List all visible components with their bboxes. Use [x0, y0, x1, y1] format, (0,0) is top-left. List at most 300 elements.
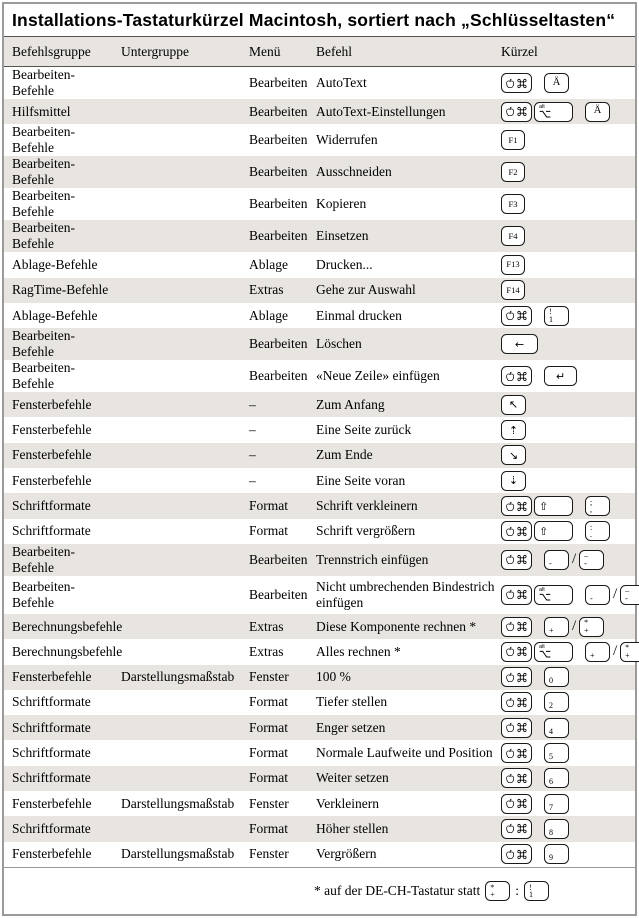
cell-befehl: Höher stellen	[316, 820, 389, 836]
command-key	[501, 819, 532, 839]
table-row	[4, 576, 635, 614]
command-icon	[517, 849, 527, 860]
command-key	[501, 102, 532, 122]
command-icon	[517, 589, 527, 600]
minus-underscore-key-shift-label: –	[625, 586, 630, 596]
keypad-plus-key	[585, 642, 610, 662]
command-key	[501, 844, 532, 864]
cell-befehlsgruppe: Bearbeiten-Befehle	[12, 67, 75, 98]
cell-menue: Bearbeiten	[249, 228, 308, 244]
table-row	[4, 220, 635, 252]
shift-key	[534, 496, 573, 516]
cell-menue: Extras	[249, 643, 284, 659]
cell-menue: Format	[249, 745, 288, 761]
apple-logo-icon	[506, 310, 514, 321]
cell-kuerzel	[501, 162, 635, 182]
cell-befehlsgruppe: Bearbeiten-Befehle	[12, 328, 75, 360]
table-row	[4, 303, 635, 328]
page-down-key-label: ⇣	[508, 474, 519, 488]
command-key	[501, 306, 532, 326]
table-row	[4, 842, 635, 867]
table-row	[4, 519, 635, 544]
cell-befehl: Einsetzen	[316, 228, 369, 244]
apple-logo-icon	[506, 773, 514, 784]
digit-1-key	[524, 881, 549, 901]
command-icon	[517, 621, 527, 632]
cell-befehlsgruppe: Bearbeiten-Befehle	[12, 220, 75, 252]
cell-befehlsgruppe: Schriftformate	[12, 694, 91, 710]
or-separator: /	[613, 643, 618, 660]
cell-kuerzel	[501, 255, 635, 275]
cell-befehl: Verkleinern	[316, 795, 379, 811]
table-row	[4, 360, 635, 392]
cell-kuerzel	[501, 471, 635, 491]
command-icon	[517, 371, 527, 382]
cell-menue: Fenster	[249, 846, 289, 862]
cell-befehlsgruppe: Bearbeiten-Befehle	[12, 543, 75, 575]
apple-logo-icon	[506, 823, 514, 834]
table-row	[4, 639, 635, 664]
cell-befehl: Eine Seite zurück	[316, 422, 412, 438]
apple-logo-icon	[506, 849, 514, 860]
cell-untergruppe: Darstellungsmaßstab	[121, 846, 235, 862]
cell-befehl: Kopieren	[316, 196, 367, 212]
cell-befehl: AutoText-Einstellungen	[316, 103, 446, 119]
keypad-plus-key	[544, 617, 569, 637]
footnote	[4, 867, 635, 914]
cell-befehl: Einmal drucken	[316, 307, 402, 323]
cell-befehlsgruppe: RagTime-Befehle	[12, 282, 109, 298]
page-down-key	[501, 471, 526, 491]
a-umlaut-key	[544, 73, 569, 93]
plus-asterisk-key	[579, 617, 604, 637]
command-icon	[517, 773, 527, 784]
table-row	[4, 443, 635, 468]
cell-menue: Bearbeiten	[249, 164, 308, 180]
period-key-label: .	[590, 530, 592, 540]
cell-befehl: Zum Ende	[316, 447, 373, 463]
table-row	[4, 614, 635, 639]
command-key	[501, 667, 532, 687]
return-key	[544, 366, 577, 386]
cell-kuerzel	[501, 667, 635, 687]
page-up-key-label: ⇡	[508, 423, 519, 437]
table-row	[4, 417, 635, 442]
digit-5-key	[544, 743, 569, 763]
apple-logo-icon	[506, 748, 514, 759]
cell-menue: Format	[249, 694, 288, 710]
f4-key	[501, 226, 525, 246]
cell-befehlsgruppe: Fensterbefehle	[12, 447, 92, 463]
cell-befehlsgruppe: Fensterbefehle	[12, 846, 92, 862]
cell-kuerzel	[501, 73, 635, 93]
apple-logo-icon	[506, 646, 514, 657]
cell-menue: –	[249, 422, 256, 438]
cell-menue: Format	[249, 498, 288, 514]
cell-befehlsgruppe: Fensterbefehle	[12, 422, 92, 438]
digit-1-key	[544, 306, 569, 326]
digit-8-key-label: 8	[549, 827, 553, 837]
cell-befehl: AutoText	[316, 75, 367, 90]
cell-befehl: Vergrößern	[316, 846, 377, 862]
f14-key-label: F14	[506, 284, 520, 295]
cell-befehl: Diese Komponente rechnen *	[316, 618, 477, 634]
cell-menue: Bearbeiten	[249, 368, 308, 384]
table-frame	[2, 2, 637, 916]
command-key	[501, 617, 532, 637]
a-umlaut-key-label: Ä	[593, 105, 602, 117]
command-icon	[517, 310, 527, 321]
cell-kuerzel	[501, 445, 635, 465]
plus-asterisk-key	[485, 881, 510, 901]
cell-kuerzel	[501, 768, 635, 788]
cell-befehl: Enger setzen	[316, 719, 386, 735]
cell-menue: Fenster	[249, 669, 289, 685]
digit-7-key-label: 7	[549, 802, 553, 812]
table-header	[4, 37, 635, 67]
cell-menue: Ablage	[249, 256, 288, 272]
apple-logo-icon	[506, 697, 514, 708]
keypad-plus-key-label: +	[549, 625, 554, 635]
plus-asterisk-key-shift-label: *	[490, 882, 495, 892]
cell-kuerzel	[501, 306, 635, 326]
a-umlaut-key-label: Ä	[552, 76, 561, 88]
cell-menue: –	[249, 396, 256, 412]
cell-befehlsgruppe: Bearbeiten-Befehle	[12, 124, 75, 156]
cell-befehlsgruppe: Ablage-Befehle	[12, 256, 98, 272]
command-icon	[517, 722, 527, 733]
cell-befehl: Widerrufen	[316, 132, 378, 148]
cell-menue: Fenster	[249, 795, 289, 811]
digit-9-key-label: 9	[549, 853, 553, 863]
apple-logo-icon	[506, 672, 514, 683]
cell-kuerzel	[501, 844, 635, 864]
cell-menue: Extras	[249, 618, 284, 634]
apple-logo-icon	[506, 621, 514, 632]
cell-befehl: Trennstrich einfügen	[316, 551, 429, 567]
f1-key-label: F1	[508, 134, 518, 145]
cell-befehlsgruppe: Hilfsmittel	[12, 103, 71, 119]
f14-key	[501, 280, 525, 300]
cell-befehl: 100 %	[316, 669, 351, 685]
cell-kuerzel	[501, 617, 635, 637]
column-header-menue: Menü	[249, 43, 281, 59]
table-row	[4, 124, 635, 156]
command-icon	[517, 823, 527, 834]
cell-menue: Bearbeiten	[249, 586, 308, 602]
minus-underscore-key-label: -	[625, 593, 628, 603]
shift-arrow-icon: ⇧	[539, 524, 549, 538]
cell-befehl: Alles rechnen *	[316, 643, 401, 659]
keypad-plus-key-label: +	[590, 650, 595, 660]
comma-key-shift-label: ;	[590, 497, 593, 507]
cell-befehlsgruppe: Fensterbefehle	[12, 795, 92, 811]
cell-befehl: Weiter setzen	[316, 770, 389, 786]
digit-6-key	[544, 768, 569, 788]
command-icon	[517, 526, 527, 537]
end-key-label: ↘	[508, 448, 519, 462]
cell-befehlsgruppe: Schriftformate	[12, 719, 91, 735]
option-icon	[539, 110, 551, 118]
table-row	[4, 544, 635, 576]
plus-asterisk-key-label: +	[584, 625, 589, 635]
option-icon	[539, 650, 551, 658]
cell-befehl: Schrift vergrößern	[316, 523, 416, 539]
cell-befehlsgruppe: Fensterbefehle	[12, 396, 92, 412]
cell-kuerzel	[501, 102, 635, 122]
cell-kuerzel	[501, 226, 635, 246]
cell-befehlsgruppe: Fensterbefehle	[12, 669, 92, 685]
f4-key-label: F4	[508, 230, 518, 241]
shift-arrow-icon: ⇧	[539, 499, 549, 513]
column-header-befehl: Befehl	[316, 43, 352, 59]
keypad-minus-key-label: -	[549, 558, 552, 568]
digit-0-key-label: 0	[549, 676, 553, 686]
alt-label: alt	[539, 104, 545, 111]
command-icon	[517, 748, 527, 759]
cell-befehlsgruppe: Ablage-Befehle	[12, 307, 98, 323]
table-row	[4, 468, 635, 493]
table-row	[4, 278, 635, 303]
digit-1-key-label: 1	[549, 314, 553, 324]
table-row	[4, 188, 635, 220]
cell-befehl: Drucken...	[316, 256, 373, 272]
cell-befehlsgruppe: Bearbeiten-Befehle	[12, 188, 75, 220]
digit-1-key-label: 1	[529, 890, 533, 899]
footnote-text: * auf der DE-CH-Tastatur statt	[313, 883, 481, 898]
page-up-key	[501, 420, 526, 440]
cell-befehlsgruppe: Berechnungsbefehle	[12, 618, 123, 634]
cell-befehlsgruppe: Bearbeiten-Befehle	[12, 578, 75, 610]
cell-menue: Format	[249, 523, 288, 539]
keypad-minus-key-label: -	[590, 593, 593, 603]
cell-kuerzel	[501, 819, 635, 839]
digit-2-key	[544, 692, 569, 712]
cell-kuerzel	[501, 642, 639, 662]
alt-label: alt	[539, 644, 545, 651]
minus-underscore-key	[579, 550, 604, 570]
table-row	[4, 766, 635, 791]
or-separator: /	[572, 551, 577, 568]
table-row	[4, 252, 635, 277]
cell-menue: Format	[249, 719, 288, 735]
column-header-untergruppe: Untergruppe	[121, 43, 189, 59]
digit-4-key-label: 4	[549, 726, 553, 736]
apple-logo-icon	[506, 798, 514, 809]
cell-kuerzel	[501, 280, 635, 300]
cell-kuerzel	[501, 794, 635, 814]
command-icon	[517, 501, 527, 512]
table-row	[4, 493, 635, 518]
cell-befehl: Ausschneiden	[316, 164, 392, 180]
cell-befehlsgruppe: Berechnungsbefehle	[12, 643, 123, 659]
command-icon	[517, 697, 527, 708]
cell-befehl: Tiefer stellen	[316, 694, 388, 710]
cell-befehl: Gehe zur Auswahl	[316, 282, 416, 298]
apple-logo-icon	[506, 371, 514, 382]
period-key-shift-label: :	[590, 522, 593, 532]
cell-befehlsgruppe: Schriftformate	[12, 523, 91, 539]
table-row	[4, 791, 635, 816]
f2-key	[501, 162, 525, 182]
command-key	[501, 585, 532, 605]
digit-6-key-label: 6	[549, 777, 553, 787]
a-umlaut-key	[585, 102, 610, 122]
command-key	[501, 73, 532, 93]
minus-underscore-key	[620, 585, 639, 605]
cell-menue: Bearbeiten	[249, 132, 308, 148]
cell-befehl: Eine Seite voran	[316, 472, 406, 488]
cell-menue: Bearbeiten	[249, 551, 308, 567]
cell-kuerzel	[501, 521, 635, 541]
plus-asterisk-key-shift-label: *	[625, 643, 630, 653]
f13-key	[501, 255, 525, 275]
table-row	[4, 665, 635, 690]
minus-underscore-key-label: -	[584, 558, 587, 568]
table-row	[4, 690, 635, 715]
cell-menue: Format	[249, 770, 288, 786]
comma-key-label: ,	[590, 505, 592, 515]
cell-menue: Bearbeiten	[249, 196, 308, 212]
apple-logo-icon	[506, 106, 514, 117]
command-key	[501, 550, 532, 570]
f2-key-label: F2	[508, 166, 518, 177]
f3-key-label: F3	[508, 198, 518, 209]
cell-befehl: Nicht umbrechenden Bindestrich einfügen	[316, 578, 495, 610]
table-row	[4, 392, 635, 417]
cell-untergruppe: Darstellungsmaßstab	[121, 669, 235, 685]
return-key-label: ↵	[555, 369, 566, 383]
command-icon	[517, 106, 527, 117]
option-icon	[539, 593, 551, 601]
cell-menue: Extras	[249, 282, 284, 298]
keypad-minus-key	[544, 550, 569, 570]
alt-label: alt	[539, 587, 545, 594]
end-key	[501, 445, 526, 465]
cell-menue: Ablage	[249, 307, 288, 323]
cell-befehlsgruppe: Fensterbefehle	[12, 472, 92, 488]
cell-kuerzel	[501, 334, 635, 354]
option-key	[534, 585, 573, 605]
digit-0-key	[544, 667, 569, 687]
cell-befehl: Schrift verkleinern	[316, 498, 418, 514]
cell-menue: Bearbeiten	[249, 103, 308, 119]
table-row	[4, 156, 635, 188]
digit-5-key-label: 5	[549, 752, 553, 762]
table-row	[4, 67, 635, 99]
cell-kuerzel	[501, 194, 635, 214]
command-icon	[517, 798, 527, 809]
digit-4-key	[544, 718, 569, 738]
cell-kuerzel	[501, 550, 635, 570]
period-key	[585, 521, 610, 541]
cell-befehl: «Neue Zeile» einfügen	[316, 368, 440, 384]
backspace-key-label: ←	[514, 337, 525, 351]
command-key	[501, 521, 532, 541]
cell-kuerzel	[501, 743, 635, 763]
digit-9-key	[544, 844, 569, 864]
digit-8-key	[544, 819, 569, 839]
command-icon	[517, 554, 527, 565]
cell-befehlsgruppe: Bearbeiten-Befehle	[12, 360, 75, 392]
column-header-kuerzel: Kürzel	[501, 43, 538, 59]
apple-logo-icon	[506, 554, 514, 565]
cell-kuerzel	[501, 496, 635, 516]
home-key	[501, 395, 526, 415]
footnote-separator: :	[515, 883, 519, 898]
cell-befehlsgruppe: Bearbeiten-Befehle	[12, 156, 75, 188]
cell-befehl: Zum Anfang	[316, 396, 385, 412]
cell-befehl: Normale Laufweite und Position	[316, 745, 493, 761]
table-row	[4, 816, 635, 841]
shift-key	[534, 521, 573, 541]
option-key	[534, 102, 573, 122]
cell-befehl: Löschen	[316, 336, 362, 352]
command-key	[501, 768, 532, 788]
plus-asterisk-key-label: +	[625, 650, 630, 660]
apple-logo-icon	[506, 501, 514, 512]
command-key	[501, 692, 532, 712]
or-separator: /	[613, 586, 618, 603]
keypad-minus-key	[585, 585, 610, 605]
cell-kuerzel	[501, 366, 635, 386]
f1-key	[501, 130, 525, 150]
command-key	[501, 366, 532, 386]
f3-key	[501, 194, 525, 214]
or-separator: /	[572, 618, 577, 635]
cell-untergruppe: Darstellungsmaßstab	[121, 795, 235, 811]
digit-1-key-shift-label: !	[549, 307, 552, 317]
table-row	[4, 715, 635, 740]
page-title: Installations-Tastaturkürzel Macintosh, sortiert nach „Schlüsseltasten“	[4, 4, 635, 37]
table-row	[4, 99, 635, 124]
cell-befehlsgruppe: Schriftformate	[12, 745, 91, 761]
cell-befehlsgruppe: Schriftformate	[12, 820, 91, 836]
apple-logo-icon	[506, 722, 514, 733]
minus-underscore-key-shift-label: –	[584, 551, 589, 561]
command-icon	[517, 672, 527, 683]
f13-key-label: F13	[506, 259, 520, 270]
command-key	[501, 496, 532, 516]
cell-kuerzel	[501, 395, 635, 415]
cell-menue: Format	[249, 820, 288, 836]
digit-2-key-label: 2	[549, 701, 553, 711]
comma-key	[585, 496, 610, 516]
command-key	[501, 743, 532, 763]
plus-asterisk-key-shift-label: *	[584, 618, 589, 628]
home-key-label: ↖	[508, 398, 519, 412]
table-row	[4, 740, 635, 765]
digit-7-key	[544, 794, 569, 814]
plus-asterisk-key-label: +	[490, 890, 495, 899]
cell-befehlsgruppe: Schriftformate	[12, 498, 91, 514]
cell-kuerzel	[501, 718, 635, 738]
table-body	[4, 67, 635, 867]
command-key	[501, 642, 532, 662]
cell-kuerzel	[501, 585, 639, 605]
cell-kuerzel	[501, 130, 635, 150]
command-icon	[517, 646, 527, 657]
column-header-befehlsgruppe: Befehlsgruppe	[12, 43, 91, 59]
apple-logo-icon	[506, 526, 514, 537]
cell-kuerzel	[501, 692, 635, 712]
plus-asterisk-key	[620, 642, 639, 662]
apple-logo-icon	[506, 589, 514, 600]
command-key	[501, 794, 532, 814]
cell-menue: –	[249, 472, 256, 488]
cell-menue: Bearbeiten	[249, 336, 308, 352]
cell-menue: –	[249, 447, 256, 463]
